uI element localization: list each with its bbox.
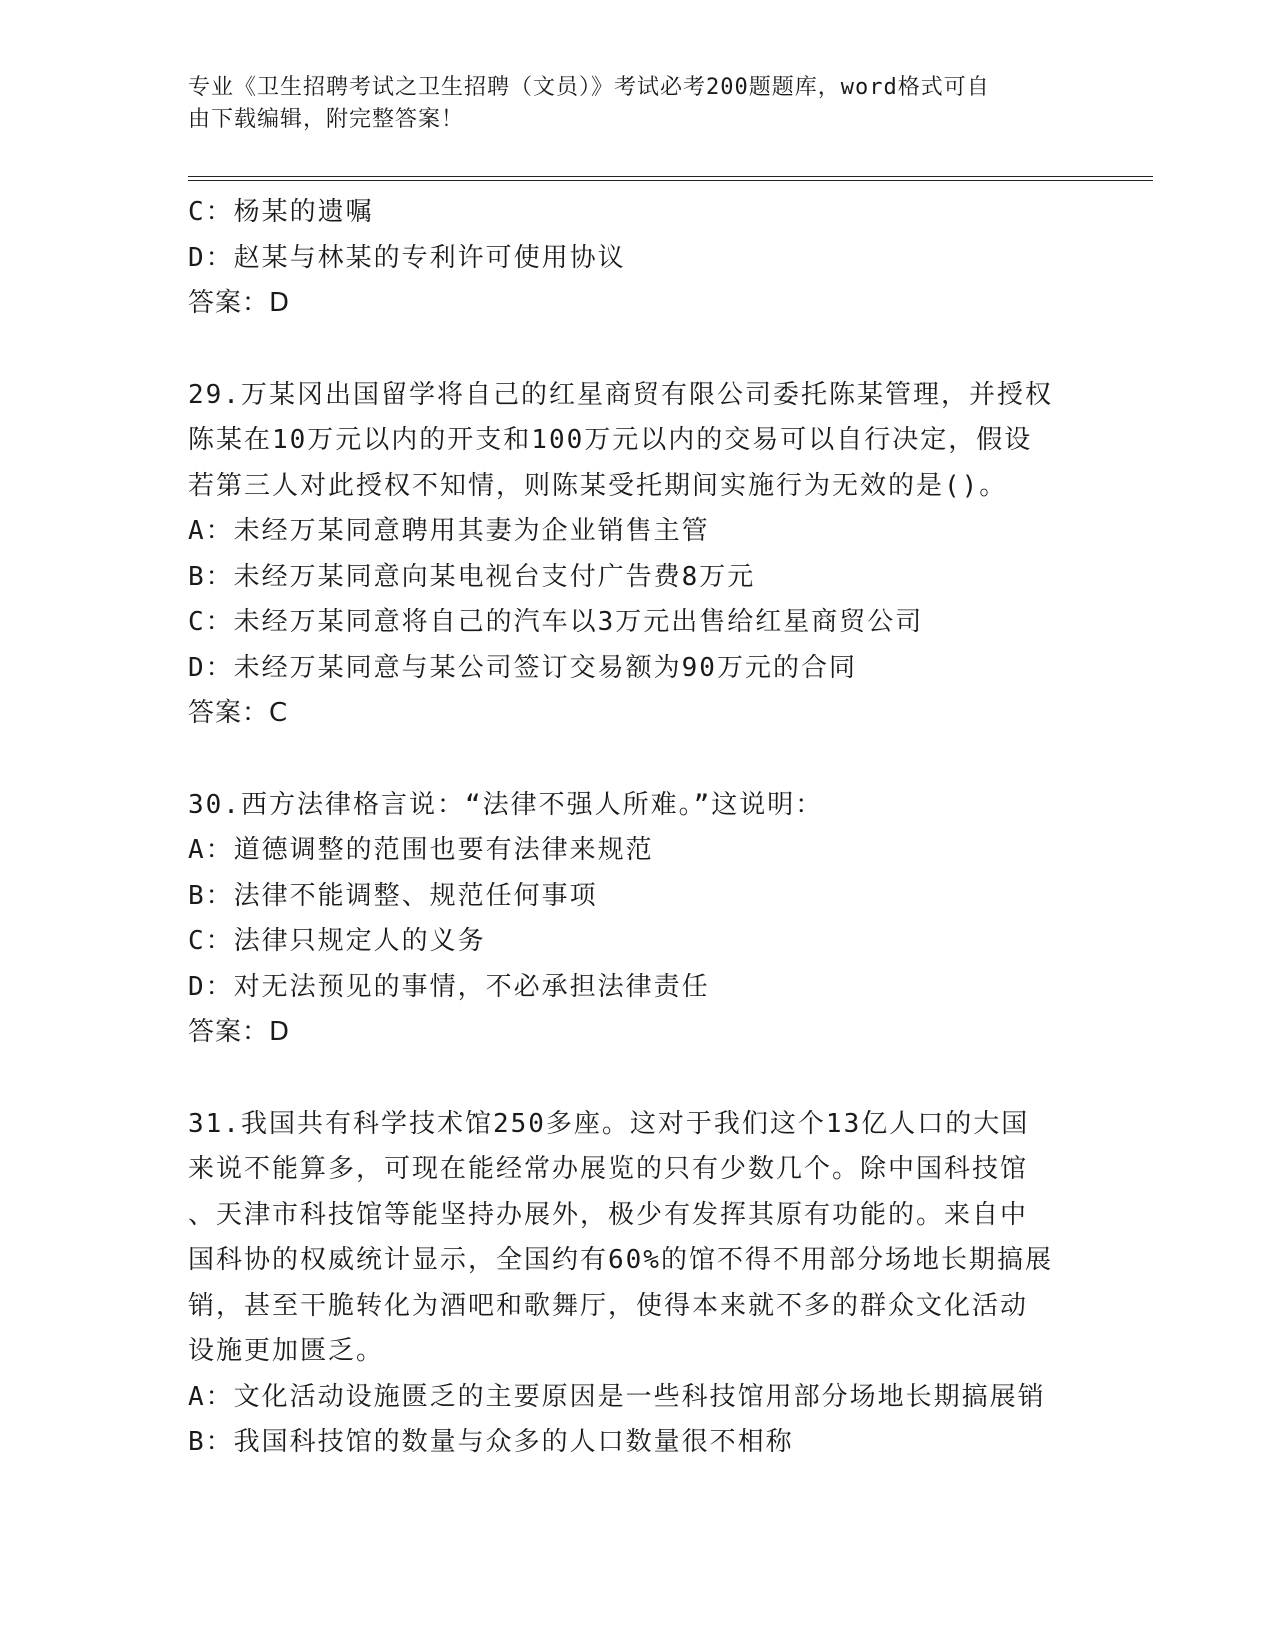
header-title-line-1: 专业《卫生招聘考试之卫生招聘（文员）》考试必考200题题库，word格式可自 — [188, 75, 990, 100]
option-a: A：未经万某同意聘用其妻为企业销售主管 — [188, 516, 710, 546]
option-b: B：未经万某同意向某电视台支付广告费8万元 — [188, 561, 756, 592]
option-d: D：未经万某同意与某公司签订交易额为90万元的合同 — [188, 652, 857, 683]
question-stem-line: 陈某在10万元以内的开支和100万元以内的交易可以自行决定，假设 — [188, 425, 1033, 455]
spacer — [188, 737, 1088, 783]
question-stem-line: 30.西方法律格言说：“法律不强人所难。”这说明： — [188, 789, 824, 820]
question-stem-line: 设施更加匮乏。 — [188, 1336, 385, 1366]
question-30 — [188, 783, 1088, 1056]
spacer — [188, 1056, 1088, 1102]
option-b: B：我国科技馆的数量与众多的人口数量很不相称 — [188, 1427, 794, 1457]
question-stem-line: 来说不能算多，可现在能经常办展览的只有少数几个。除中国科技馆 — [188, 1154, 1029, 1184]
option-c: C：未经万某同意将自己的汽车以3万元出售给红星商贸公司 — [188, 607, 924, 637]
option-d: D：对无法预见的事情，不必承担法律责任 — [188, 971, 710, 1002]
document-body — [188, 190, 1088, 1466]
question-stem-line: 29.万某冈出国留学将自己的红星商贸有限公司委托陈某管理，并授权 — [188, 379, 1053, 410]
option-c: C：法律只规定人的义务 — [188, 926, 486, 956]
answer-line: 答案：D — [188, 1017, 291, 1047]
option-a: A：文化活动设施匮乏的主要原因是一些科技馆用部分场地长期搞展销 — [188, 1381, 1046, 1412]
header-divider — [188, 176, 1153, 181]
question-31 — [188, 1102, 1088, 1466]
question-28-tail — [188, 190, 1088, 327]
option-b: B：法律不能调整、规范任何事项 — [188, 880, 598, 911]
option-d: D：赵某与林某的专利许可使用协议 — [188, 242, 626, 273]
option-a: A：道德调整的范围也要有法律来规范 — [188, 835, 654, 865]
question-stem-line: 31.我国共有科学技术馆250多座。这对于我们这个13亿人口的大国 — [188, 1108, 1030, 1139]
document-header — [188, 72, 1068, 136]
question-stem-line: 若第三人对此授权不知情，则陈某受托期间实施行为无效的是()。 — [188, 470, 1008, 501]
question-stem-line: 国科协的权威统计显示，全国约有60%的馆不得不用部分场地长期搞展 — [188, 1245, 1053, 1275]
answer-line: 答案：D — [188, 288, 291, 318]
question-stem-line: 、天津市科技馆等能坚持办展外，极少有发挥其原有功能的。来自中 — [188, 1199, 1029, 1230]
question-stem-line: 销，甚至干脆转化为酒吧和歌舞厅，使得本来就不多的群众文化活动 — [188, 1290, 1029, 1321]
header-title-line-2: 由下载编辑，附完整答案！ — [188, 107, 465, 132]
option-c: C：杨某的遗嘱 — [188, 197, 374, 227]
question-29 — [188, 373, 1088, 737]
spacer — [188, 327, 1088, 373]
answer-line: 答案：C — [188, 698, 289, 728]
